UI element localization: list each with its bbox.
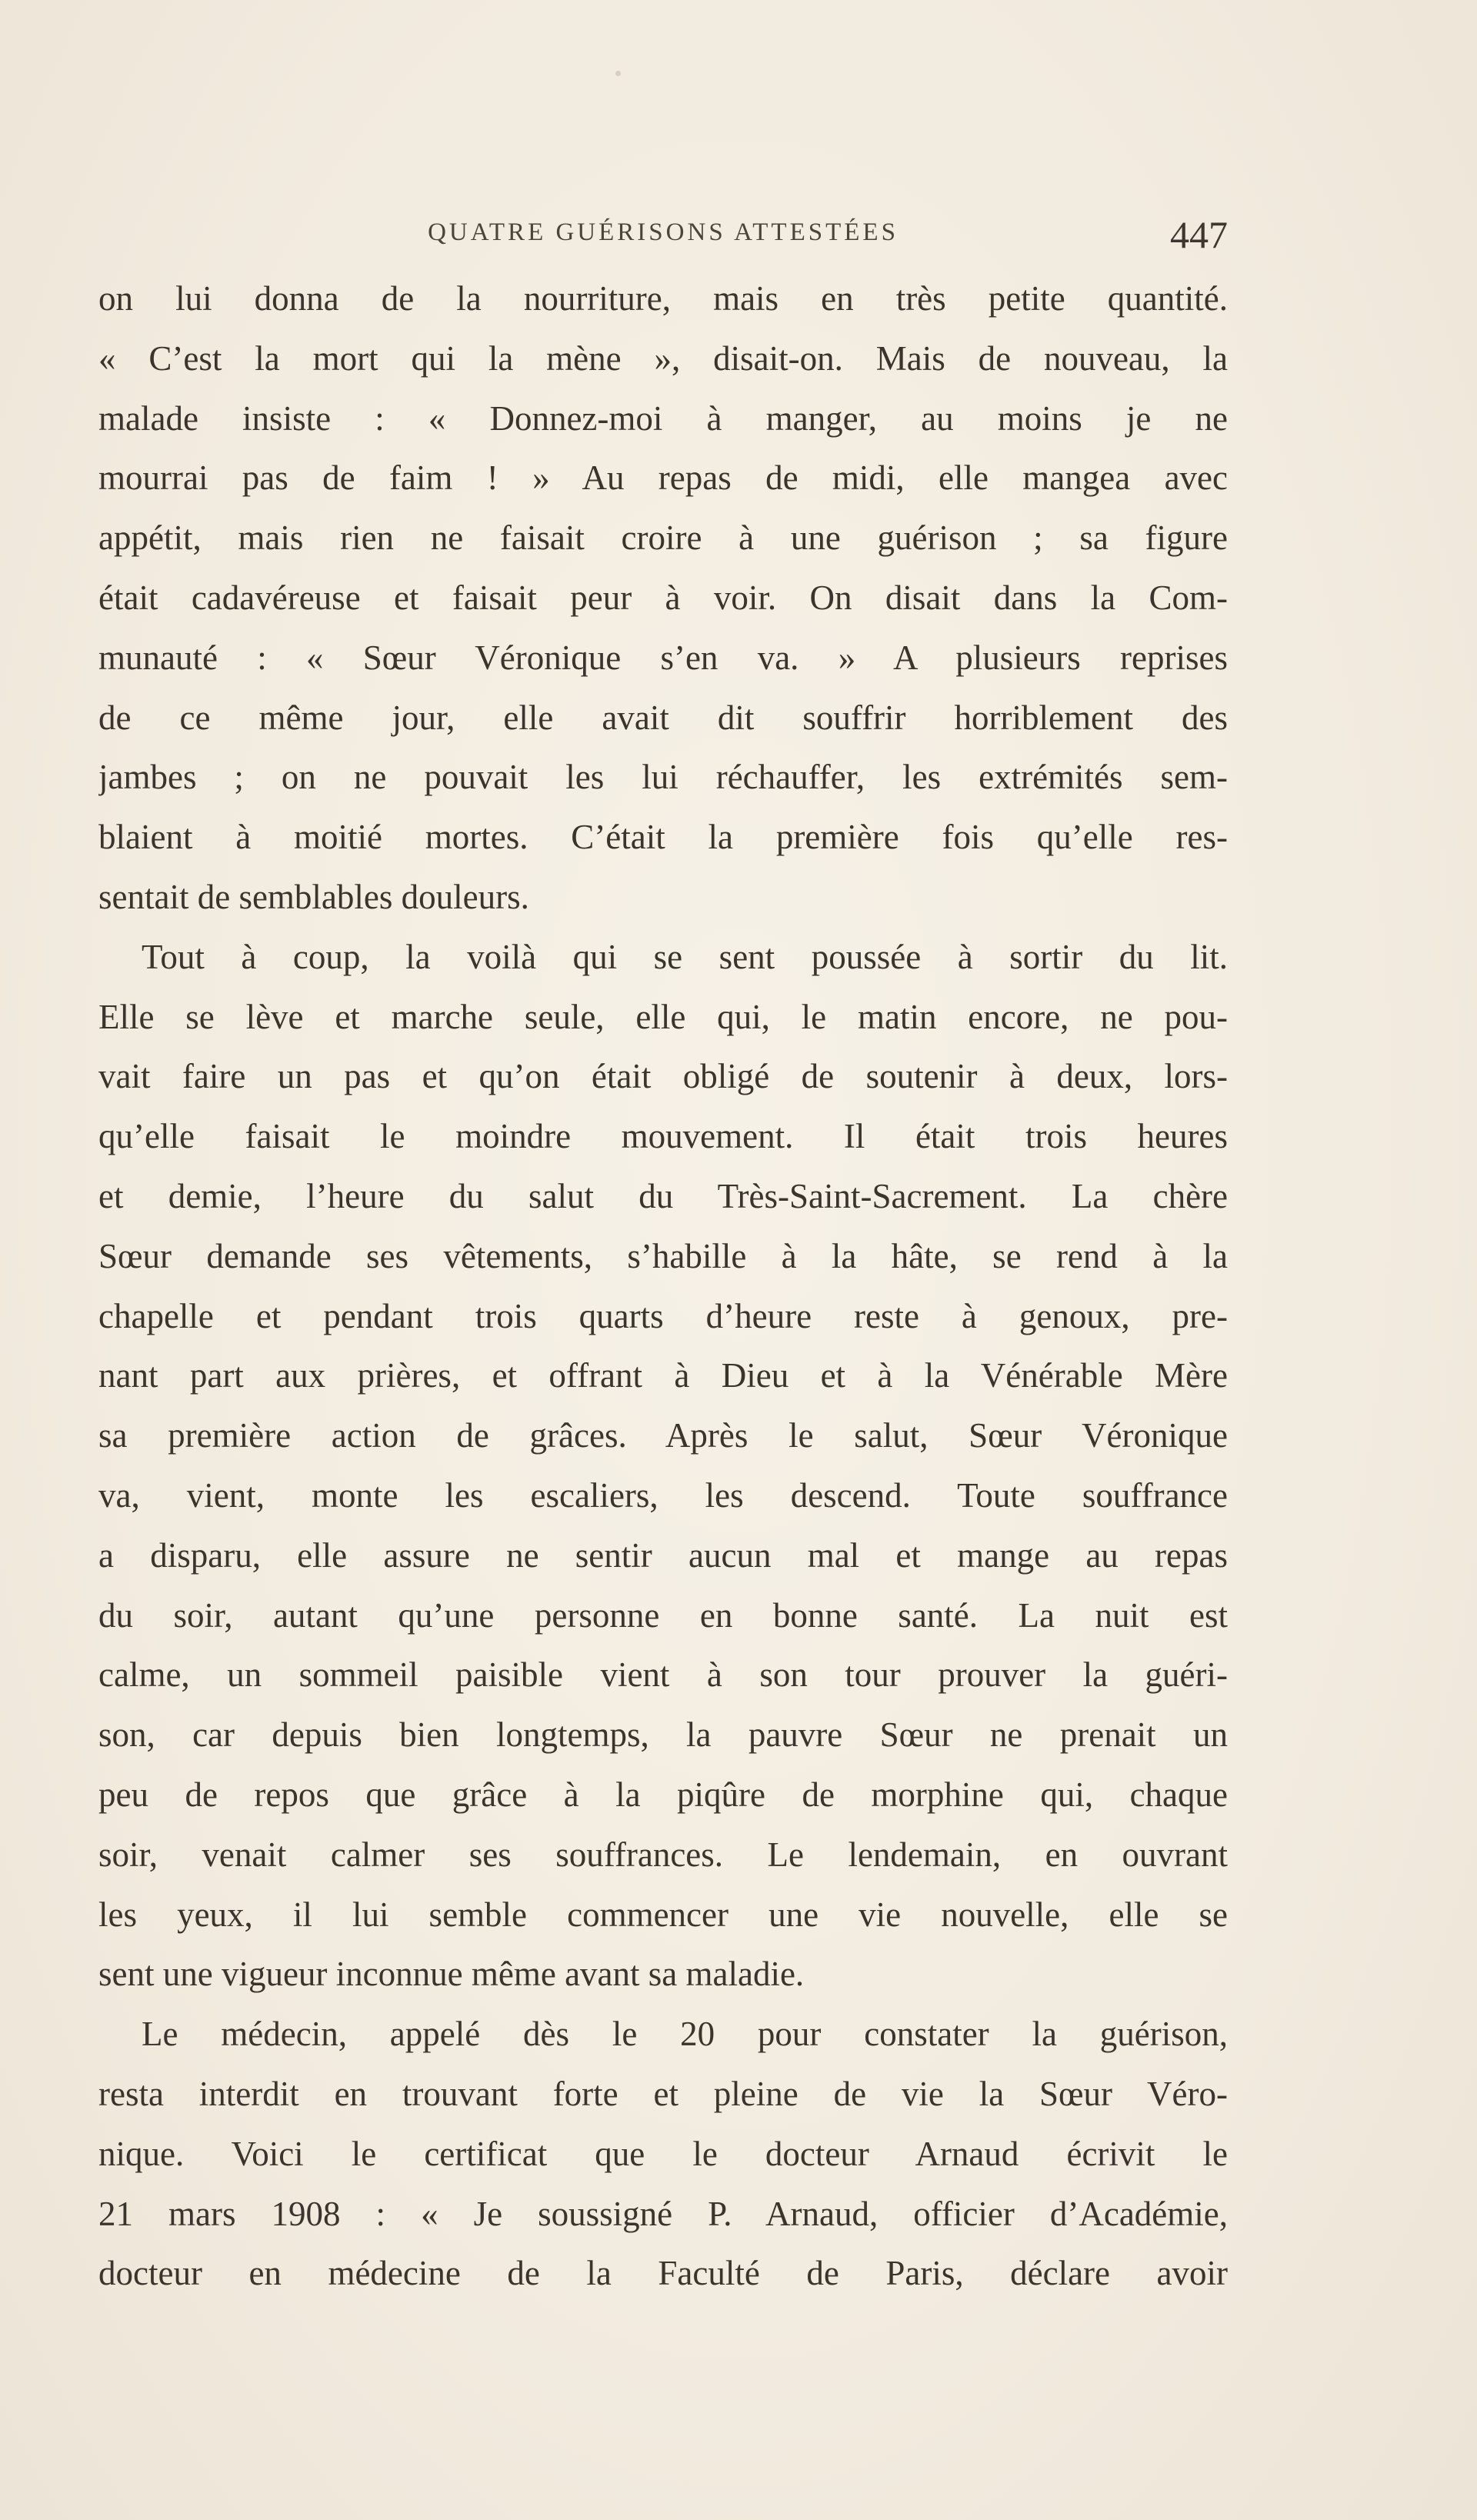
text-line: « C’est la mort qui la mène », disait-on. Mais de nouveau, la — [98, 338, 1228, 378]
text-line: appétit, mais rien ne faisait croire à une guérison ; sa figure — [98, 518, 1228, 558]
text-line: docteur en médecine de la Faculté de Paris, déclare avoir — [98, 2254, 1228, 2293]
text-line: sa première action de grâces. Après le salut, Sœur Véronique — [98, 1416, 1228, 1455]
text-line: jambes ; on ne pouvait les lui réchauffer, les extrémités sem- — [98, 758, 1228, 797]
text-line: Elle se lève et marche seule, elle qui, le matin encore, ne pou- — [98, 997, 1228, 1036]
text-line: Sœur demande ses vêtements, s’habille à la hâte, se rend à la — [98, 1236, 1228, 1275]
text-line: a disparu, elle assure ne sentir aucun mal et mange au repas — [98, 1535, 1228, 1575]
text-line: va, vient, monte les escaliers, les descend. Toute souffrance — [98, 1475, 1228, 1515]
page-number: 447 — [1170, 213, 1228, 256]
text-line: soir, venait calmer ses souffrances. Le lendemain, en ouvrant — [98, 1835, 1228, 1874]
running-head — [98, 212, 1228, 258]
text-line: chapelle et pendant trois quarts d’heure reste à genoux, pre- — [98, 1296, 1228, 1335]
text-line: du soir, autant qu’une personne en bonne santé. La nuit est — [98, 1595, 1228, 1635]
text-line: calme, un sommeil paisible vient à son tour prouver la guéri- — [98, 1655, 1228, 1695]
paragraph-first-line: Le médecin, appelé dès le 20 pour constater la guérison, — [142, 2015, 1228, 2054]
paragraph-end-line: sentait de semblables douleurs. — [98, 877, 529, 916]
text-line: mourrai pas de faim ! » Au repas de midi, elle mangea avec — [98, 458, 1228, 498]
running-title: QUATRE GUÉRISONS ATTESTÉES — [428, 218, 899, 246]
text-line: on lui donna de la nourriture, mais en très petite quantité. — [98, 279, 1228, 318]
text-line: vait faire un pas et qu’on était obligé de soutenir à deux, lors- — [98, 1057, 1228, 1096]
paragraph-end-line: sent une vigueur inconnue même avant sa maladie. — [98, 1955, 805, 1994]
text-line: qu’elle faisait le moindre mouvement. Il était trois heures — [98, 1117, 1228, 1156]
text-line: 21 mars 1908 : « Je soussigné P. Arnaud, officier d’Académie, — [98, 2194, 1228, 2233]
text-line: peu de repos que grâce à la piqûre de morphine qui, chaque — [98, 1775, 1228, 1814]
body-text — [98, 269, 1228, 2304]
text-line: les yeux, il lui semble commencer une vie nouvelle, elle se — [98, 1895, 1228, 1934]
text-line: était cadavéreuse et faisait peur à voir. On disait dans la Com- — [98, 578, 1228, 617]
paper-speck — [615, 71, 621, 76]
text-line: nique. Voici le certificat que le docteur Arnaud écrivit le — [98, 2134, 1228, 2173]
text-line: malade insiste : « Donnez-moi à manger, au moins je ne — [98, 398, 1228, 438]
text-line: resta interdit en trouvant forte et pleine de vie la Sœur Véro- — [98, 2074, 1228, 2113]
text-line: blaient à moitié mortes. C’était la première fois qu’elle res- — [98, 818, 1228, 857]
paragraph-first-line: Tout à coup, la voilà qui se sent poussée à sortir du lit. — [142, 937, 1228, 976]
text-line: de ce même jour, elle avait dit souffrir horriblement des — [98, 698, 1228, 737]
text-line: munauté : « Sœur Véronique s’en va. » A plusieurs reprises — [98, 638, 1228, 677]
text-line: son, car depuis bien longtemps, la pauvre Sœur ne prenait un — [98, 1715, 1228, 1755]
text-line: et demie, l’heure du salut du Très-Saint-Sacrement. La chère — [98, 1176, 1228, 1215]
text-line: nant part aux prières, et offrant à Dieu et à la Vénérable Mère — [98, 1356, 1228, 1395]
